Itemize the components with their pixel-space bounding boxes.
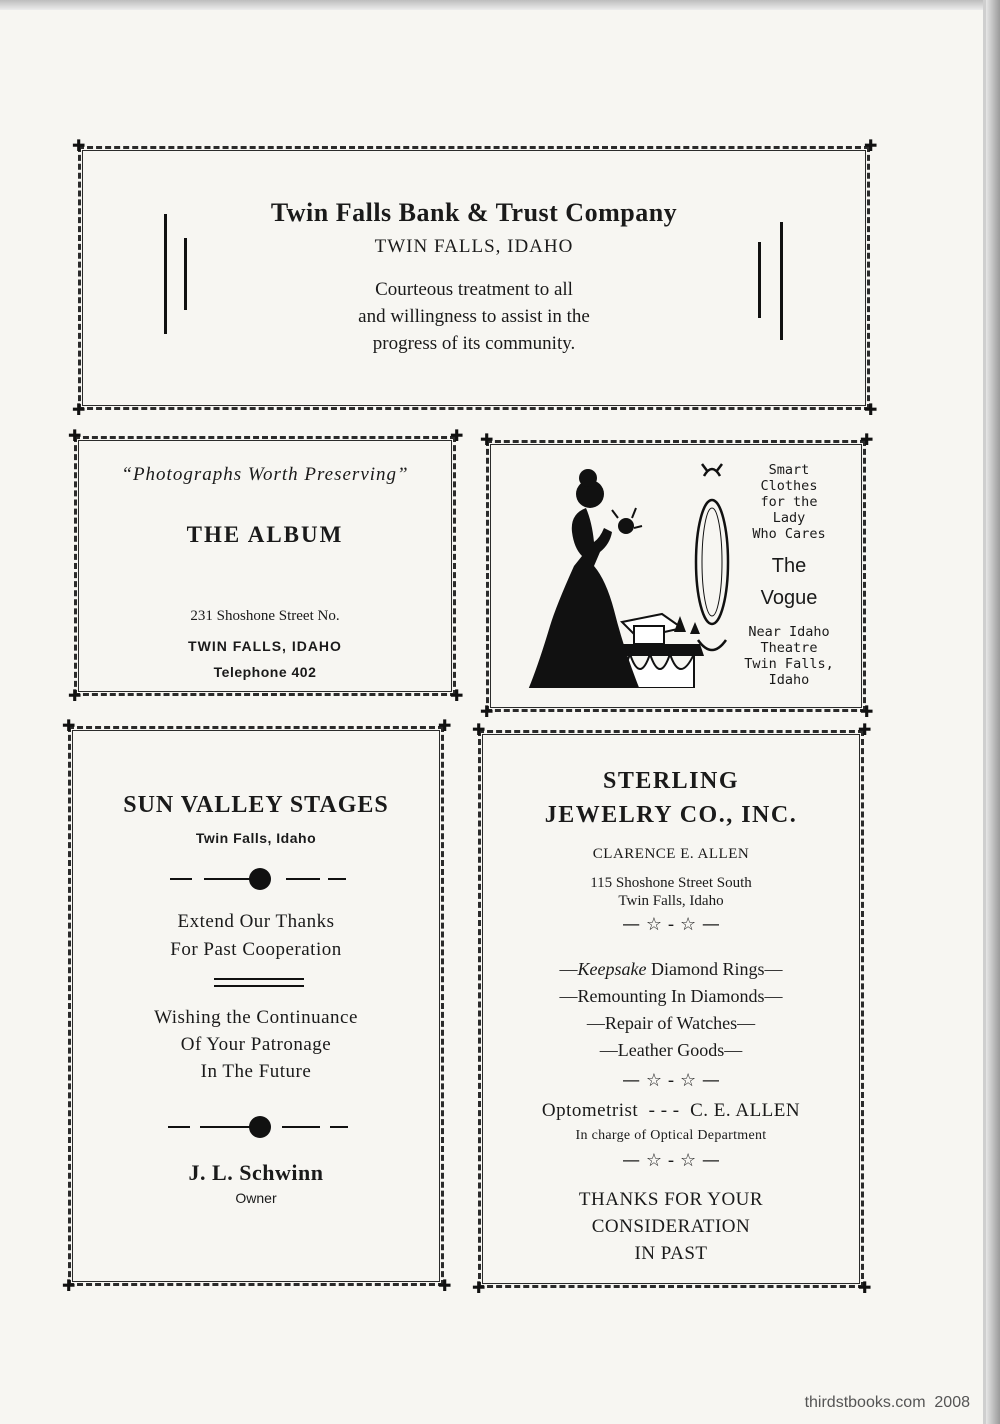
corner-ornament-icon: ✚ [480, 430, 494, 449]
corner-ornament-icon: ✚ [450, 686, 464, 705]
sterling-address: 115 Shoshone Street South Twin Falls, Idaho [590, 875, 752, 909]
corner-ornament-icon: ✚ [864, 136, 878, 155]
corner-ornament-icon: ✚ [864, 400, 878, 419]
corner-ornament-icon: ✚ [858, 720, 872, 739]
vogue-advertisement [480, 430, 874, 721]
sterling-optometrist: Optometrist - - - C. E. ALLEN [541, 1100, 801, 1121]
lady-silhouette-illustration [514, 454, 734, 688]
sun-valley-city: Twin Falls, Idaho [195, 830, 317, 846]
corner-ornament-icon: ✚ [68, 686, 82, 705]
dot-divider-icon [168, 864, 348, 894]
sun-valley-stages-advertisement [62, 716, 452, 1295]
bank-name: Twin Falls Bank & Trust Company [270, 198, 678, 227]
sun-valley-wish: Wishing the Continuance Of Your Patronage In The Future [154, 1007, 358, 1082]
corner-ornament-icon: ✚ [72, 136, 86, 155]
sun-valley-owner: J. L. Schwinn [188, 1160, 324, 1185]
sterling-name-line2: JEWELRY CO., INC. [544, 802, 798, 828]
sun-valley-thanks: Extend Our Thanks For Past Cooperation [170, 911, 342, 960]
album-name: THE ALBUM [186, 522, 344, 547]
corner-ornament-icon: ✚ [860, 430, 874, 449]
corner-ornament-icon: ✚ [472, 1278, 486, 1297]
page-top-edge [0, 0, 1000, 10]
sun-valley-name: SUN VALLEY STAGES [123, 792, 389, 818]
corner-ornament-icon: ✚ [438, 716, 452, 735]
page-spine [986, 0, 1000, 1424]
watermark: thirdstbooks.com 2008 [804, 1394, 970, 1411]
corner-ornament-icon: ✚ [62, 1276, 76, 1295]
bank-slogan: Courteous treatment to all and willingness to assist in the progress of its community. [358, 279, 590, 354]
star-divider-icon: — ☆ - ☆ — [622, 914, 720, 935]
bank-advertisement [72, 136, 878, 419]
double-rule-divider [214, 976, 304, 1006]
dot-divider-icon [166, 1112, 350, 1142]
corner-ornament-icon: ✚ [858, 1278, 872, 1297]
star-divider-icon: — ☆ - ☆ — [622, 1070, 720, 1091]
sterling-closing: THANKS FOR YOUR CONSIDERATION IN PAST [578, 1189, 764, 1264]
mirror-icon [696, 464, 728, 650]
corner-ornament-icon: ✚ [450, 426, 464, 445]
album-slogan: “Photographs Worth Preserving” [121, 464, 409, 485]
sun-valley-owner-title: Owner [235, 1190, 277, 1206]
sterling-jewelry-advertisement [472, 720, 872, 1297]
sterling-proprietor: CLARENCE E. ALLEN [592, 846, 750, 862]
sterling-name-line1: STERLING [602, 768, 740, 794]
lady-figure-icon [528, 469, 642, 688]
vogue-location: Near Idaho Theatre Twin Falls, Idaho [744, 624, 834, 688]
album-telephone: Telephone 402 [213, 664, 317, 680]
corner-ornament-icon: ✚ [68, 426, 82, 445]
album-address: 231 Shoshone Street No. [190, 608, 340, 624]
star-divider-icon: — ☆ - ☆ — [622, 1150, 720, 1171]
corner-ornament-icon: ✚ [72, 400, 86, 419]
corner-ornament-icon: ✚ [480, 702, 494, 721]
vogue-tagline: Smart Clothes for the Lady Who Cares [752, 462, 826, 542]
corner-ornament-icon: ✚ [472, 720, 486, 739]
bank-city: TWIN FALLS, IDAHO [374, 236, 574, 257]
album-city: TWIN FALLS, IDAHO [188, 638, 342, 654]
sterling-services: —Keepsake Diamond Rings— —Remounting In Diamonds— —Repair of Watches— —Leather Goods— [559, 959, 783, 1060]
sterling-optical-department: In charge of Optical Department [575, 1128, 767, 1143]
vogue-brand: The Vogue [760, 555, 818, 609]
corner-ornament-icon: ✚ [438, 1276, 452, 1295]
album-advertisement [68, 426, 464, 705]
corner-ornament-icon: ✚ [62, 716, 76, 735]
corner-ornament-icon: ✚ [860, 702, 874, 721]
